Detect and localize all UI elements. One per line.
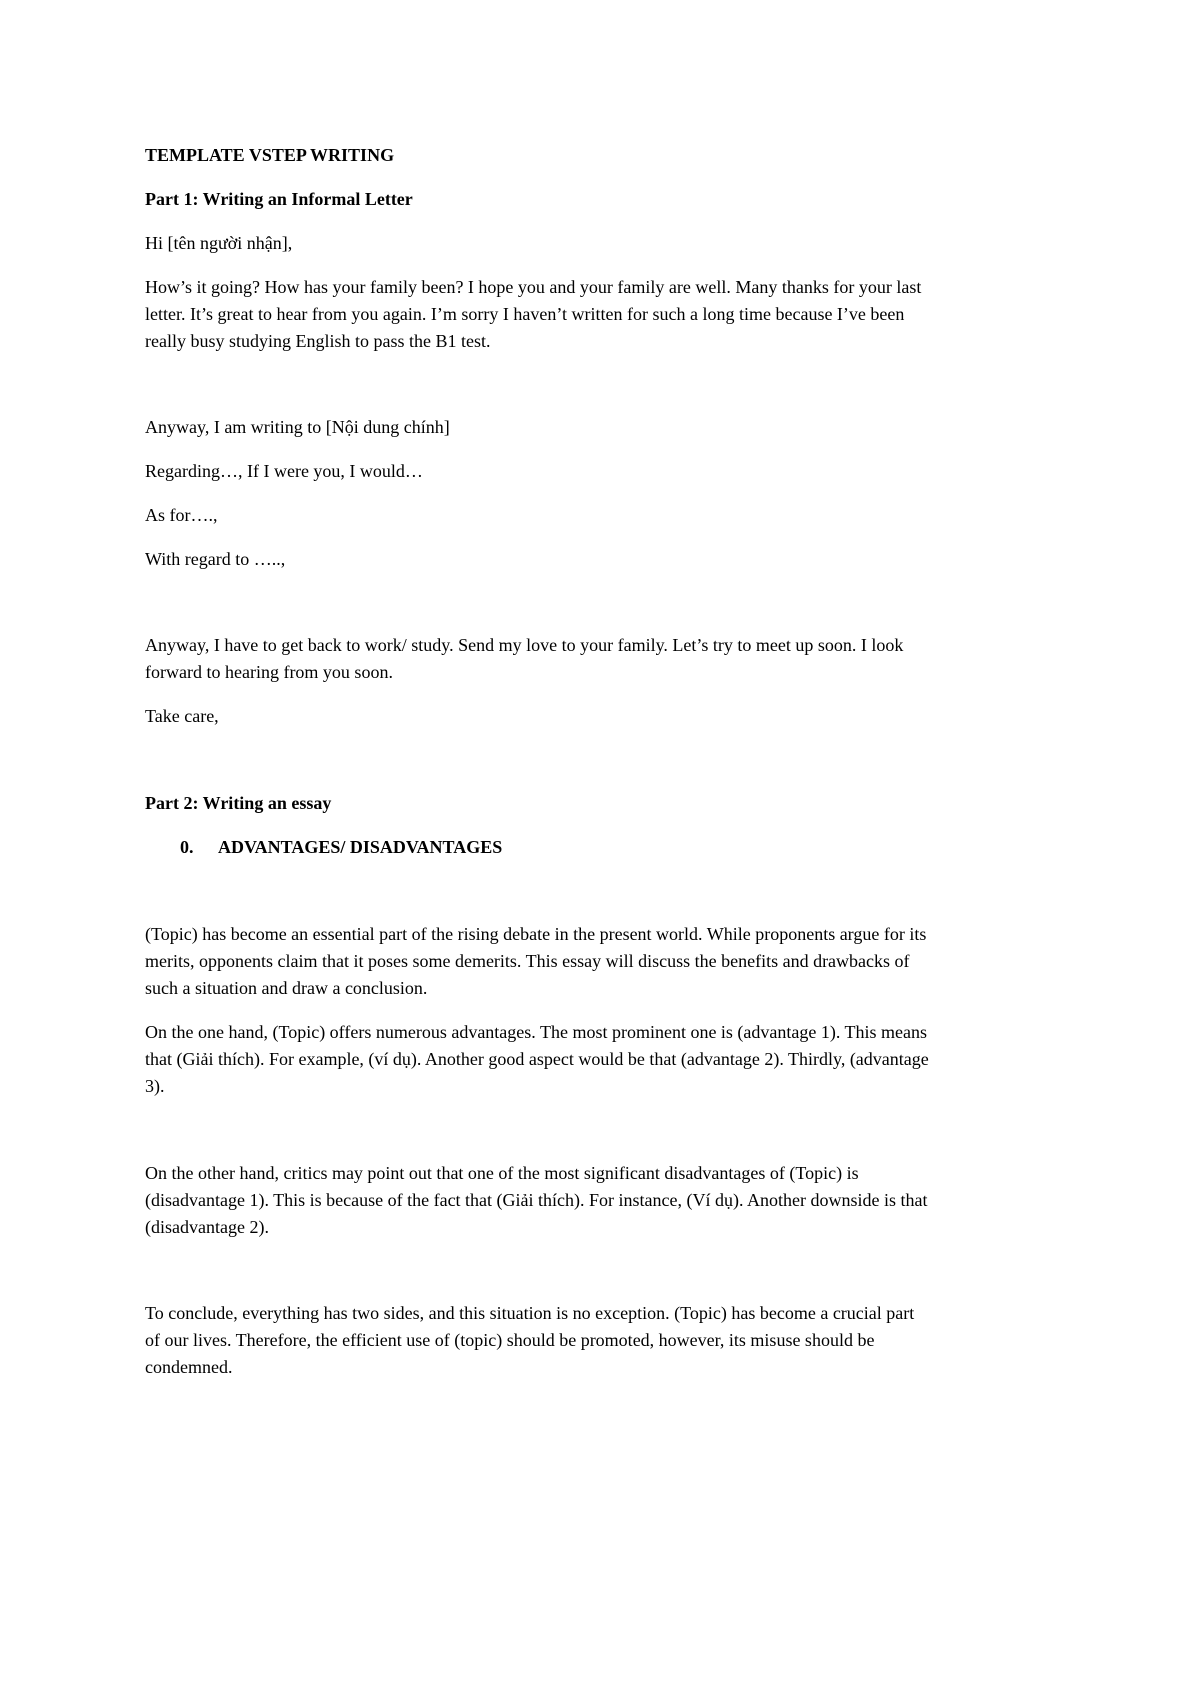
paragraph-line: (disadvantage 1). This is because of the fact that (Giải thích). For instance, (Ví dụ). Another downside is that: [145, 1190, 928, 1210]
paragraph-line: (disadvantage 2).: [145, 1217, 269, 1237]
letter-greeting: Hi [tên người nhận],: [145, 233, 293, 253]
letter-main-content: Anyway, I am writing to [Nội dung chính]: [145, 417, 450, 437]
list-number: 0.: [180, 837, 194, 857]
document-title: TEMPLATE VSTEP WRITING: [145, 145, 395, 165]
paragraph-line: On the other hand, critics may point out that one of the most significant disadvantages of (Topic) is: [145, 1163, 859, 1183]
part1-heading: Part 1: Writing an Informal Letter: [145, 189, 413, 209]
paragraph-line: such a situation and draw a conclusion.: [145, 978, 428, 998]
paragraph-line: To conclude, everything has two sides, and this situation is no exception. (Topic) has become a crucial part: [145, 1303, 915, 1323]
letter-regarding: Regarding…, If I were you, I would…: [145, 461, 423, 481]
paragraph-line: merits, opponents claim that it poses some demerits. This essay will discuss the benefits and drawbacks of: [145, 951, 910, 971]
paragraph-line: 3).: [145, 1076, 165, 1096]
letter-with-regard: With regard to …..,: [145, 549, 286, 569]
paragraph-line: forward to hearing from you soon.: [145, 662, 393, 682]
letter-signoff: Take care,: [145, 706, 219, 726]
paragraph-line: condemned.: [145, 1357, 233, 1377]
paragraph-line: letter. It’s great to hear from you again. I’m sorry I haven’t written for such a long time because I’ve been: [145, 304, 905, 324]
letter-as-for: As for….,: [145, 505, 218, 525]
paragraph-line: of our lives. Therefore, the efficient use of (topic) should be promoted, however, its misuse should be: [145, 1330, 875, 1350]
paragraph-line: How’s it going? How has your family been? I hope you and your family are well. Many thanks for your last: [145, 277, 922, 297]
paragraph-line: Anyway, I have to get back to work/ study. Send my love to your family. Let’s try to meet up soon. I look: [145, 635, 904, 655]
list-title: ADVANTAGES/ DISADVANTAGES: [218, 837, 503, 857]
paragraph-line: (Topic) has become an essential part of the rising debate in the present world. While proponents argue for its: [145, 924, 927, 944]
paragraph-line: that (Giải thích). For example, (ví dụ). Another good aspect would be that (advantage 2). Thirdly, (advantage: [145, 1049, 929, 1069]
part2-heading: Part 2: Writing an essay: [145, 793, 332, 813]
paragraph-line: On the one hand, (Topic) offers numerous advantages. The most prominent one is (advantage 1). This means: [145, 1022, 928, 1042]
paragraph-line: really busy studying English to pass the B1 test.: [145, 331, 491, 351]
